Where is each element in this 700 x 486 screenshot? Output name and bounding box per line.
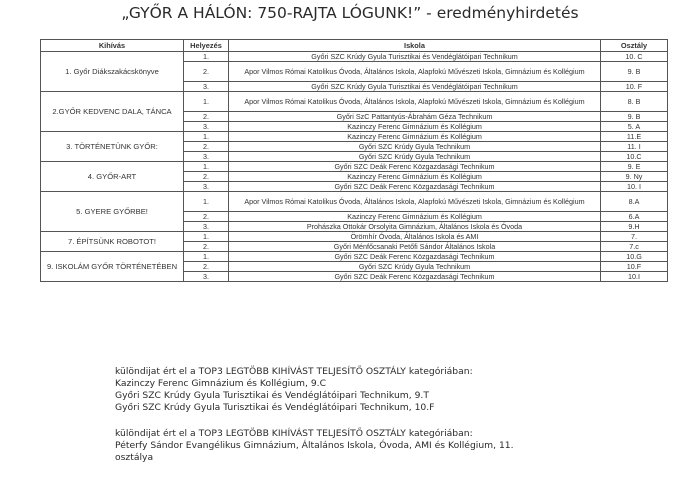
table-row — [41, 132, 668, 142]
challenge-name: 4. GYŐR-ART — [41, 162, 184, 192]
header-challenge: Kihívás — [41, 40, 184, 52]
challenge-group — [41, 252, 668, 282]
class-cell: 10. C — [601, 52, 668, 62]
table-row — [41, 232, 668, 242]
class-cell: 9. B — [601, 62, 668, 82]
class-cell: 10.F — [601, 262, 668, 272]
school-cell: Kazinczy Ferenc Gimnázium és Kollégium — [229, 212, 601, 222]
class-cell: 10. F — [601, 82, 668, 92]
note-line: Péterfy Sándor Evangélikus Gimnázium, Általános Iskola, Óvoda, AMI és Kollégium, 11. — [115, 440, 514, 451]
challenge-group — [41, 192, 668, 232]
special-prize-note-2 — [115, 428, 545, 464]
class-cell: 10.I — [601, 272, 668, 282]
class-cell: 10.G — [601, 252, 668, 262]
place-cell: 1. — [184, 92, 229, 112]
table-header-row — [41, 40, 668, 52]
school-cell: Győri SZC Deák Ferenc Közgazdasági Technikum — [229, 272, 601, 282]
class-cell: 9. Ny — [601, 172, 668, 182]
place-cell: 1. — [184, 162, 229, 172]
table-row — [41, 252, 668, 262]
class-cell: 9. B — [601, 112, 668, 122]
class-cell: 6.A — [601, 212, 668, 222]
school-cell: Győri SZC Krúdy Gyula Turisztikai és Vendéglátóipari Technikum — [229, 82, 601, 92]
school-cell: Győri SZC Deák Ferenc Közgazdasági Technikum — [229, 162, 601, 172]
school-cell: Győri SZC Deák Ferenc Közgazdasági Technikum — [229, 182, 601, 192]
challenge-group — [41, 132, 668, 162]
school-cell: Örömhír Óvoda, Általános Iskola és AMI — [229, 232, 601, 242]
place-cell: 2. — [184, 112, 229, 122]
header-school: Iskola — [229, 40, 601, 52]
challenge-group — [41, 52, 668, 92]
class-cell: 10.C — [601, 152, 668, 162]
school-cell: Győri SZC Krúdy Gyula Technikum — [229, 262, 601, 272]
results-table — [40, 39, 668, 282]
class-cell: 5. A — [601, 122, 668, 132]
note-line: Győri SZC Krúdy Gyula Turisztikai és Vendéglátóipari Technikum, 9.T — [115, 390, 429, 401]
place-cell: 2. — [184, 142, 229, 152]
class-cell: 11.E — [601, 132, 668, 142]
table-row — [41, 162, 668, 172]
class-cell: 7.c — [601, 242, 668, 252]
page-title: „GYŐR A HÁLÓN: 750-RAJTA LÓGUNK!” - eredményhirdetés — [121, 4, 579, 22]
class-cell: 8.A — [601, 192, 668, 212]
place-cell: 3. — [184, 182, 229, 192]
header-place: Helyezés — [184, 40, 229, 52]
school-cell: Győri SZC Krúdy Gyula Turisztikai és Vendéglátóipari Technikum — [229, 52, 601, 62]
place-cell: 1. — [184, 192, 229, 212]
challenge-name: 9. ISKOLÁM GYŐR TÖRTÉNETÉBEN — [41, 252, 184, 282]
class-cell: 11. I — [601, 142, 668, 152]
school-cell: Prohászka Ottokár Orsolyita Gimnázium, Általános Iskola és Óvoda — [229, 222, 601, 232]
place-cell: 2. — [184, 62, 229, 82]
place-cell: 2. — [184, 172, 229, 182]
place-cell: 1. — [184, 232, 229, 242]
challenge-group — [41, 162, 668, 192]
note-line: osztálya — [115, 452, 154, 463]
place-cell: 3. — [184, 222, 229, 232]
challenge-name: 2.GYŐR KEDVENC DALA, TÁNCA — [41, 92, 184, 132]
school-cell: Győri SZC Krúdy Gyula Technikum — [229, 152, 601, 162]
challenge-name: 7. ÉPÍTSÜNK ROBOTOT! — [41, 232, 184, 252]
school-cell: Győri SzC Pattantyús-Ábrahám Géza Technikum — [229, 112, 601, 122]
school-cell: Apor Vilmos Római Katolikus Óvoda, Általános Iskola, Alapfokú Művészeti Iskola, Gimnázium és Kollégium — [229, 192, 601, 212]
place-cell: 2. — [184, 242, 229, 252]
place-cell: 1. — [184, 52, 229, 62]
school-cell: Kazinczy Ferenc Gimnázium és Kollégium — [229, 122, 601, 132]
class-cell: 9.H — [601, 222, 668, 232]
table-row — [41, 192, 668, 212]
place-cell: 2. — [184, 212, 229, 222]
school-cell: Győri Ménfőcsanaki Petőfi Sándor Általános Iskola — [229, 242, 601, 252]
class-cell: 10. I — [601, 182, 668, 192]
school-cell: Kazinczy Ferenc Gimnázium és Kollégium — [229, 172, 601, 182]
note-line: különdijat ért el a TOP3 LEGTÖBB KIHÍVÁST TELJESÍTŐ OSZTÁLY kategóriában: — [115, 428, 473, 439]
header-class: Osztály — [601, 40, 668, 52]
class-cell: 9. E — [601, 162, 668, 172]
place-cell: 3. — [184, 122, 229, 132]
challenge-name: 5. GYERE GYŐRBE! — [41, 192, 184, 232]
class-cell: 7. — [601, 232, 668, 242]
school-cell: Győri SZC Krúdy Gyula Technikum — [229, 142, 601, 152]
table-row — [41, 92, 668, 112]
challenge-name: 3. TÖRTÉNETÜNK GYŐR: — [41, 132, 184, 162]
place-cell: 1. — [184, 252, 229, 262]
place-cell: 1. — [184, 132, 229, 142]
note-line: különdijat ért el a TOP3 LEGTÖBB KIHÍVÁST TELJESÍTŐ OSZTÁLY kategóriában: — [115, 366, 473, 377]
place-cell: 2. — [184, 262, 229, 272]
school-cell: Apor Vilmos Római Katolikus Óvoda, Általános Iskola, Alapfokú Művészeti Iskola, Gimnázium és Kollégium — [229, 92, 601, 112]
school-cell: Kazinczy Ferenc Gimnázium és Kollégium — [229, 132, 601, 142]
place-cell: 3. — [184, 152, 229, 162]
challenge-group — [41, 92, 668, 132]
school-cell: Győri SZC Deák Ferenc Közgazdasági Technikum — [229, 252, 601, 262]
place-cell: 3. — [184, 272, 229, 282]
place-cell: 3. — [184, 82, 229, 92]
class-cell: 8. B — [601, 92, 668, 112]
note-line: Győri SZC Krúdy Gyula Turisztikai és Vendéglátóipari Technikum, 10.F — [115, 402, 435, 413]
school-cell: Apor Vilmos Római Katolikus Óvoda, Általános Iskola, Alapfokú Művészeti Iskola, Gimnázium és Kollégium — [229, 62, 601, 82]
note-line: Kazinczy Ferenc Gimnázium és Kollégium, 9.C — [115, 378, 327, 389]
challenge-group — [41, 232, 668, 252]
table-row — [41, 52, 668, 62]
challenge-name: 1. Győr Diákszakácskönyve — [41, 52, 184, 92]
special-prize-note-1 — [115, 366, 545, 414]
